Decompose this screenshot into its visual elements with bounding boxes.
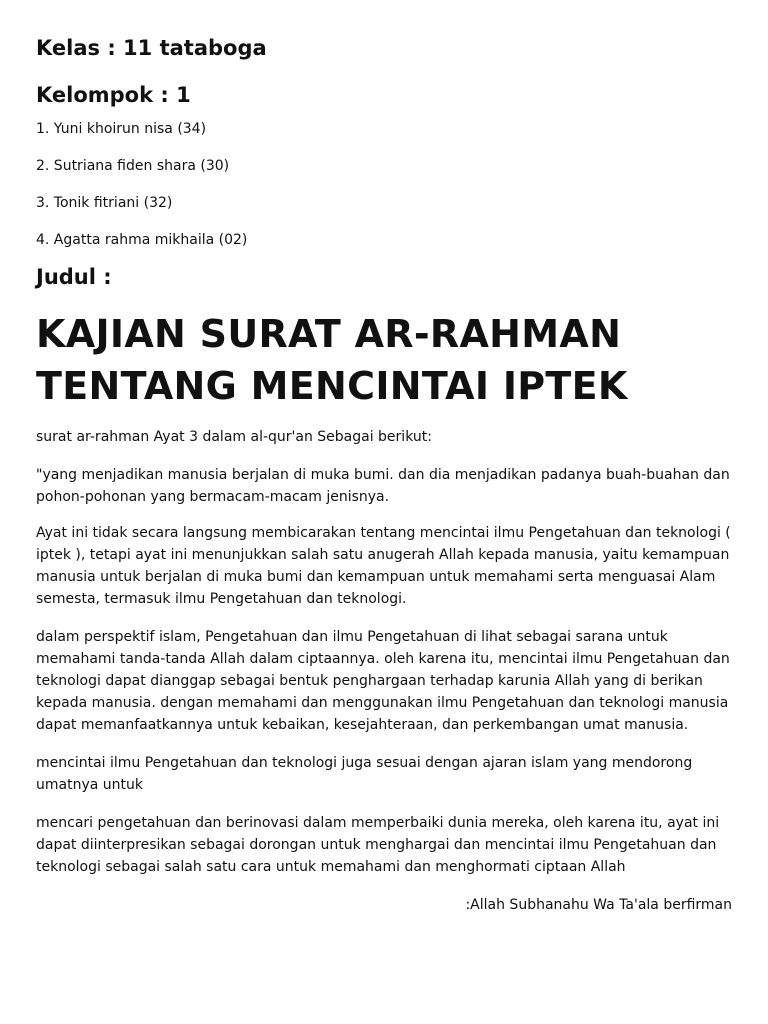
main-title-line-1: KAJIAN SURAT AR-RAHMAN	[36, 312, 622, 356]
main-title	[36, 308, 732, 412]
paragraph-perspective: dalam perspektif islam, Pengetahuan dan ilmu Pengetahuan di lihat sebagai sarana untuk memahami tanda-tanda Allah dalam ciptaannya. oleh karena itu, mencintai ilmu Pengetahuan dan teknologi dapat dianggap sebagai bentuk penghargaan terhadap karunia Allah yang di berikan kepada manusia. dengan memahami dan menggunakan ilmu Pengetahuan dan teknologi manusia dapat memanfaatkannya untuk kebaikan, kesejahteraan, dan perkembangan umat manusia.	[36, 629, 730, 733]
title-label: Judul :	[36, 265, 112, 289]
member-item: 4. Agatta rahma mikhaila (02)	[36, 232, 248, 248]
paragraph-intro: surat ar-rahman Ayat 3 dalam al-qur'an Sebagai berikut:	[36, 429, 432, 445]
paragraph-explanation: Ayat ini tidak secara langsung membicarakan tentang mencintai ilmu Pengetahuan dan teknologi ( iptek ), tetapi ayat ini menunjukkan salah satu anugerah Allah kepada manusia, yaitu kemampuan manusia untuk berjalan di muka bumi dan kemampuan untuk memahami serta menguasai Alam semesta, termasuk ilmu Pengetahuan dan teknologi.	[36, 525, 731, 607]
main-title-line-2: TENTANG MENCINTAI IPTEK	[36, 364, 628, 408]
member-item: 2. Sutriana fiden shara (30)	[36, 158, 230, 174]
class-heading: Kelas : 11 tataboga	[36, 36, 267, 60]
group-heading: Kelompok : 1	[36, 83, 191, 107]
paragraph-teaching: mencintai ilmu Pengetahuan dan teknologi juga sesuai dengan ajaran islam yang mendorong umatnya untuk	[36, 755, 693, 793]
member-item: 3. Tonik fitriani (32)	[36, 195, 173, 211]
paragraph-verse: "yang menjadikan manusia berjalan di muka bumi. dan dia menjadikan padanya buah-buahan dan pohon-pohonan yang bermacam-macam jenisnya.	[36, 467, 730, 505]
paragraph-innovation: mencari pengetahuan dan berinovasi dalam memperbaiki dunia mereka, oleh karena itu, ayat ini dapat diinterpresikan sebagai dorongan untuk menghargai dan mencintai ilmu Pengetahuan dan teknologi sebagai salah satu cara untuk memahami dan menghormati ciptaan Allah	[36, 815, 720, 875]
member-item: 1. Yuni khoirun nisa (34)	[36, 121, 207, 137]
closing-line: :Allah Subhanahu Wa Ta'ala berfirman	[465, 897, 732, 913]
member-list	[36, 119, 732, 250]
